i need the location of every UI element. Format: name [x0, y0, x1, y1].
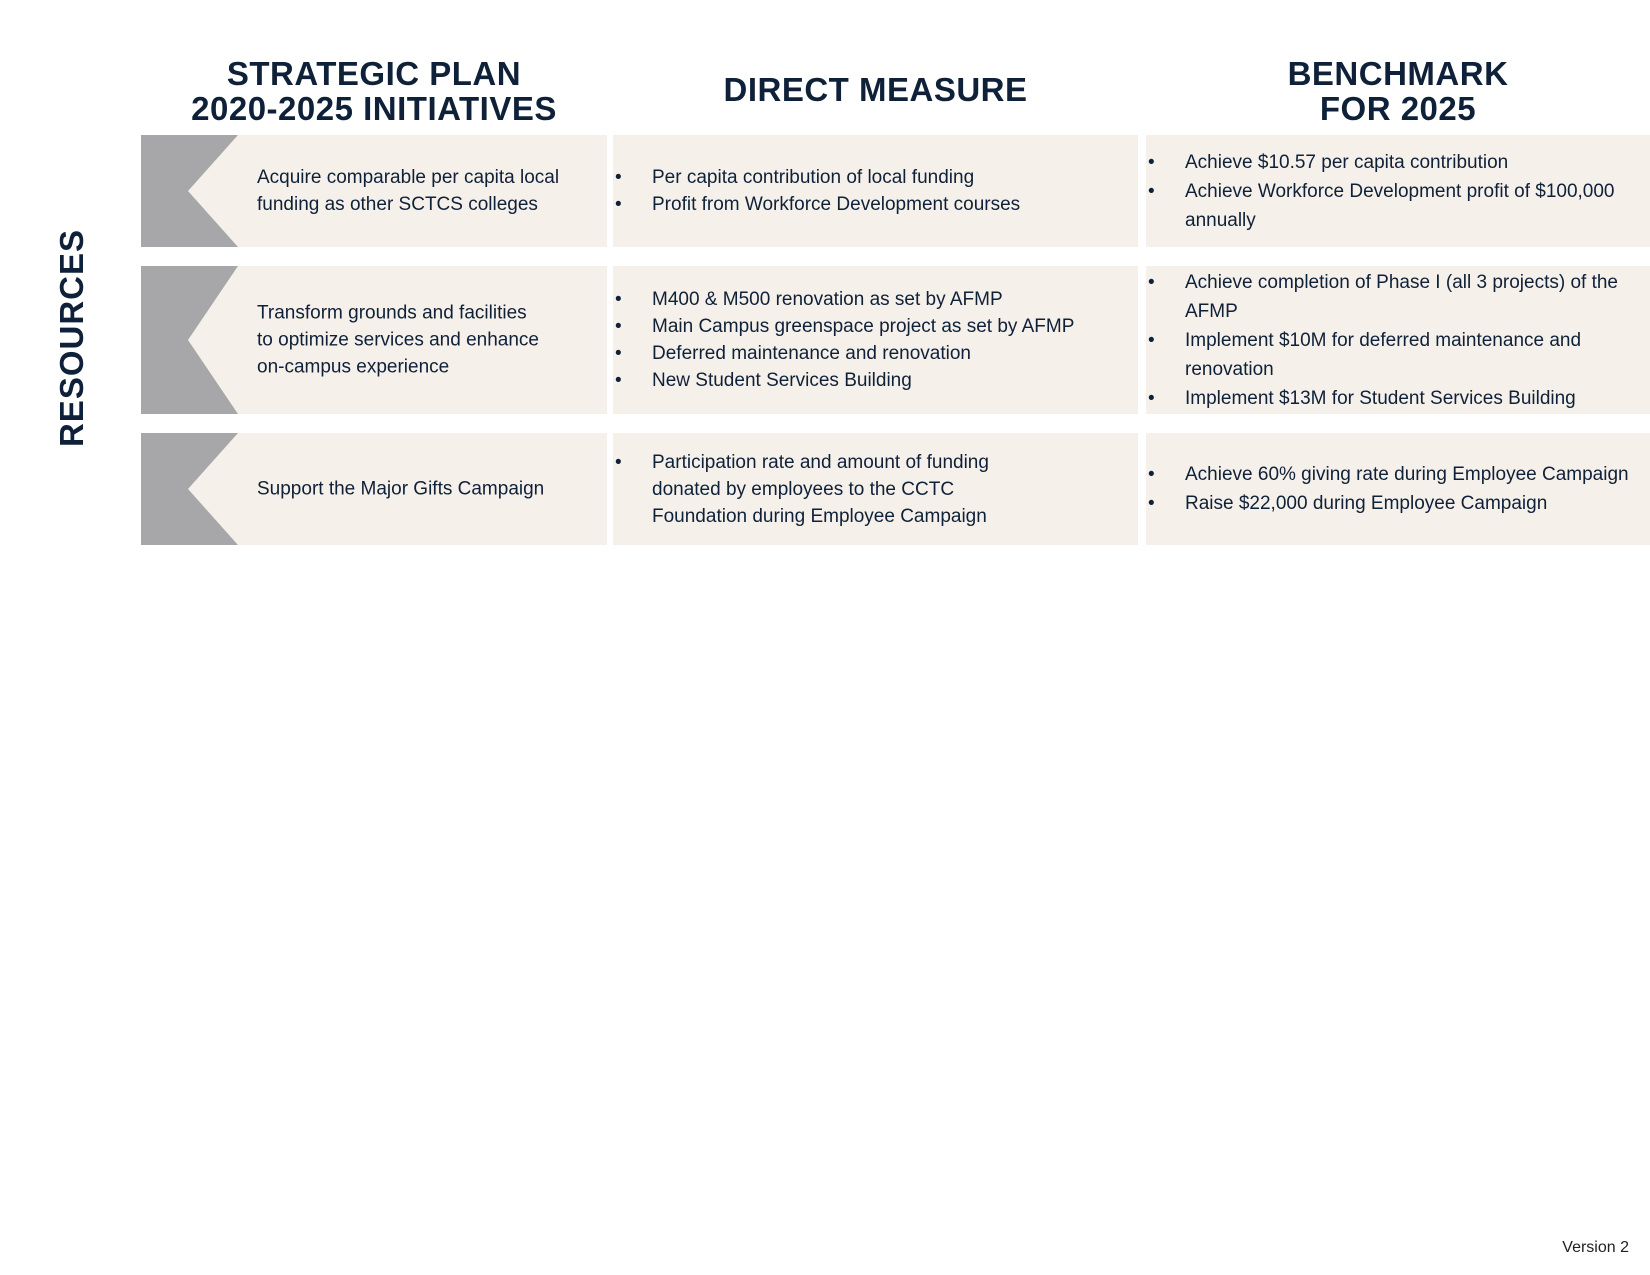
measure-item: • Participation rate and amount of funding donated by employees to the CCTC Foundation during Employee Campaign: [613, 449, 1018, 530]
initiative-line: Transform grounds and facilities: [257, 302, 527, 324]
initiative-cell: [141, 135, 607, 247]
header-initiatives: [141, 56, 607, 126]
header-direct-measure: [613, 72, 1138, 107]
initiative-text: [257, 300, 589, 381]
header-initiatives-line-1: STRATEGIC PLAN: [226, 55, 522, 92]
measure-item: • Profit from Workforce Development courses: [613, 191, 1138, 218]
measure-list: [613, 164, 1138, 218]
initiative-text: [257, 164, 589, 218]
chevron-icon: [141, 266, 238, 414]
benchmark-list: [1146, 148, 1650, 235]
version-label: Version 2: [1562, 1239, 1629, 1256]
benchmark-item: • Raise $22,000 during Employee Campaign: [1146, 489, 1650, 518]
chevron-icon: [141, 135, 238, 247]
initiative-line: on-campus experience: [257, 356, 450, 378]
initiative-line: Support the Major Gifts Campaign: [257, 478, 545, 500]
benchmark-item: • Achieve completion of Phase I (all 3 projects) of the AFMP: [1146, 268, 1630, 326]
header-measure-line: DIRECT MEASURE: [723, 71, 1028, 108]
measure-list: [613, 449, 1138, 530]
measure-item: • Per capita contribution of local funding: [613, 164, 1138, 191]
measure-item: • Main Campus greenspace project as set by AFMP: [613, 313, 1138, 340]
header-benchmark-line-1: BENCHMARK: [1287, 55, 1509, 92]
table-row: [141, 433, 1650, 545]
measure-item: • New Student Services Building: [613, 367, 1138, 394]
measure-list: [613, 286, 1138, 394]
measure-cell: [613, 266, 1138, 414]
measure-item: • M400 & M500 renovation as set by AFMP: [613, 286, 1138, 313]
header-benchmark: [1146, 56, 1650, 126]
table-row: [141, 135, 1650, 247]
benchmark-list: [1146, 460, 1650, 518]
section-label-resources: RESOURCES: [53, 228, 90, 448]
benchmark-item: • Achieve Workforce Development profit of $100,000 annually: [1146, 177, 1642, 235]
benchmark-item: • Achieve $10.57 per capita contribution: [1146, 148, 1642, 177]
benchmark-cell: [1146, 266, 1650, 414]
benchmark-item: • Implement $13M for Student Services Building: [1146, 384, 1630, 413]
header-initiatives-line-2: 2020-2025 INITIATIVES: [191, 90, 557, 127]
benchmark-cell: [1146, 433, 1650, 545]
benchmark-item: • Achieve 60% giving rate during Employee Campaign: [1146, 460, 1650, 489]
benchmark-cell: [1146, 135, 1650, 247]
initiative-text: [257, 476, 589, 503]
benchmark-list: [1146, 268, 1650, 413]
measure-item: • Deferred maintenance and renovation: [613, 340, 1138, 367]
initiative-cell: [141, 266, 607, 414]
initiative-line: funding as other SCTCS colleges: [257, 194, 538, 215]
chevron-icon: [141, 433, 238, 545]
measure-cell: [613, 433, 1138, 545]
benchmark-item: • Implement $10M for deferred maintenance and renovation: [1146, 326, 1630, 384]
table-row: [141, 266, 1650, 414]
initiative-line: to optimize services and enhance: [257, 329, 539, 351]
header-benchmark-line-2: FOR 2025: [1319, 90, 1477, 127]
measure-cell: [613, 135, 1138, 247]
initiative-line: Acquire comparable per capita local: [257, 167, 560, 188]
initiative-cell: [141, 433, 607, 545]
